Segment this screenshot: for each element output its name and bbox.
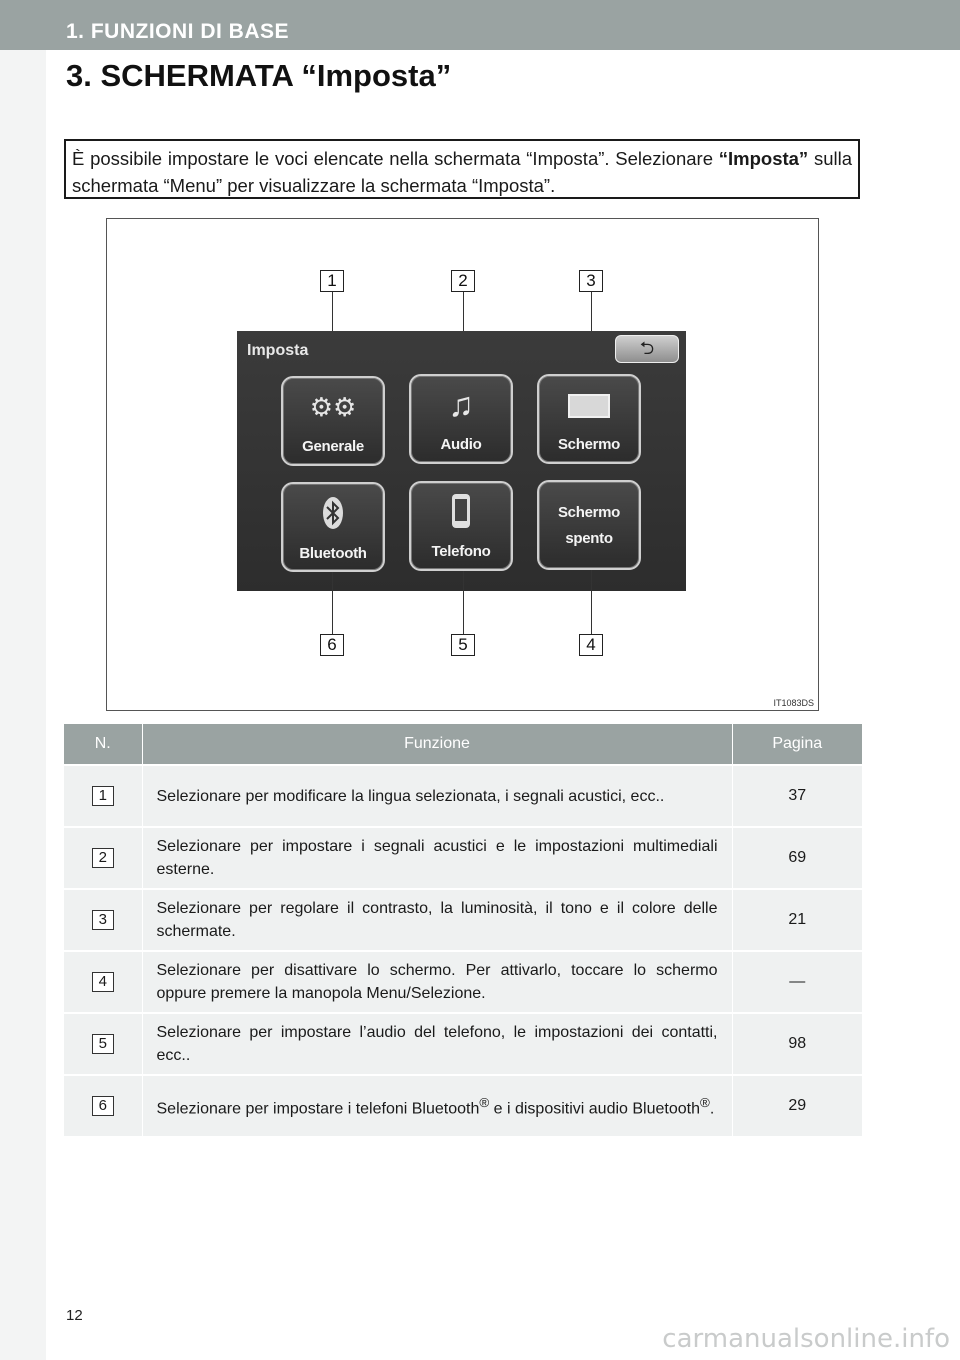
registered-mark: ®: [479, 1095, 490, 1111]
callout-6: 6: [320, 634, 344, 656]
intro-box: [64, 139, 860, 199]
tile-schermo-spento-label-2: spento: [565, 530, 613, 547]
intro-text-part1: È possibile impostare le voci elencate nella schermata “Imposta”. Selezionare: [72, 148, 719, 169]
row-num: 3: [92, 910, 114, 930]
row-desc: Selezionare per disattivare lo schermo. Per attivarlo, toccare lo schermo oppure premere la manopola Menu/Selezione.: [142, 951, 732, 1013]
row-desc-part-b: e i dispositivi audio Bluetooth: [489, 1100, 700, 1118]
bluetooth-icon: [283, 496, 383, 535]
table-row: [64, 951, 862, 1013]
intro-text-bold: “Imposta”: [718, 148, 809, 169]
table-row: [64, 1075, 862, 1136]
intro-text-part2: sulla schermata “Menu” per visualizzare la schermata “Imposta”.: [72, 148, 852, 196]
row-num: 6: [92, 1096, 114, 1116]
tile-audio-label: Audio: [440, 436, 482, 453]
callout-1: 1: [320, 270, 344, 292]
leader-line-5: [463, 571, 464, 634]
callout-4: 4: [579, 634, 603, 656]
tile-schermo[interactable]: [537, 374, 641, 464]
watermark: carmanualsonline.info: [662, 1324, 950, 1354]
tile-schermo-label: Schermo: [557, 436, 621, 453]
table-row: [64, 1013, 862, 1075]
table-header-row: [64, 724, 862, 765]
gears-icon: ⚙⚙: [309, 392, 357, 422]
row-num-cell: [64, 889, 142, 951]
row-desc: Selezionare per regolare il contrasto, la luminosità, il tono e il colore delle schermate.: [142, 889, 732, 951]
row-num-cell: [64, 1075, 142, 1136]
tile-telefono[interactable]: [409, 481, 513, 571]
function-table: [64, 724, 862, 1136]
return-arrow-icon: ⮌: [639, 338, 655, 358]
row-num-cell: [64, 951, 142, 1013]
intro-text: [72, 145, 852, 199]
section-label: 1. FUNZIONI DI BASE: [66, 20, 290, 43]
tile-bluetooth[interactable]: [281, 482, 385, 572]
screen-title: Imposta: [247, 342, 309, 359]
header-num: N.: [64, 724, 142, 765]
tile-audio[interactable]: [409, 374, 513, 464]
table-row: [64, 889, 862, 951]
row-num-cell: [64, 765, 142, 827]
row-num: 4: [92, 972, 114, 992]
table-row: [64, 827, 862, 889]
row-desc: Selezionare per modificare la lingua selezionata, i segnali acustici, ecc..: [142, 765, 732, 827]
row-num: 2: [92, 848, 114, 868]
callout-2: 2: [451, 270, 475, 292]
registered-mark: ®: [699, 1095, 710, 1111]
row-desc: [142, 1075, 732, 1136]
row-num: 1: [92, 786, 114, 806]
callout-5: 5: [451, 634, 475, 656]
row-page: 69: [732, 827, 862, 889]
header-page: Pagina: [732, 724, 862, 765]
tile-schermo-spento[interactable]: [537, 480, 641, 570]
row-page: 37: [732, 765, 862, 827]
row-num: 5: [92, 1034, 114, 1054]
page-number: 12: [66, 1307, 83, 1324]
row-num-cell: [64, 1013, 142, 1075]
tile-telefono-label: Telefono: [431, 543, 491, 560]
row-desc-part-a: Selezionare per impostare i telefoni Bluetooth: [156, 1100, 480, 1118]
tile-bluetooth-label: Bluetooth: [299, 545, 367, 562]
row-page: —: [732, 951, 862, 1013]
row-page: 98: [732, 1013, 862, 1075]
header-function: Funzione: [142, 724, 732, 765]
row-desc: Selezionare per impostare l’audio del telefono, le impostazioni dei contatti, ecc..: [142, 1013, 732, 1075]
display-icon: [539, 394, 639, 423]
tile-schermo-spento-label-1: Schermo: [557, 504, 621, 521]
figure-code: IT1083DS: [773, 698, 814, 708]
row-page: 21: [732, 889, 862, 951]
leader-line-6: [332, 572, 333, 634]
row-desc-part-c: .: [709, 1100, 715, 1118]
music-note-icon: ♫: [448, 386, 474, 424]
tile-generale-label: Generale: [302, 438, 364, 455]
row-desc: Selezionare per impostare i segnali acustici e le impostazioni multimediali esterne.: [142, 827, 732, 889]
tile-generale[interactable]: [281, 376, 385, 466]
page-title: 3. SCHERMATA “Imposta”: [66, 58, 452, 93]
phone-icon: [411, 493, 511, 534]
table-row: [64, 765, 862, 827]
row-num-cell: [64, 827, 142, 889]
back-button[interactable]: [615, 335, 679, 363]
leader-line-4: [591, 570, 592, 634]
callout-3: 3: [579, 270, 603, 292]
row-page: 29: [732, 1075, 862, 1136]
